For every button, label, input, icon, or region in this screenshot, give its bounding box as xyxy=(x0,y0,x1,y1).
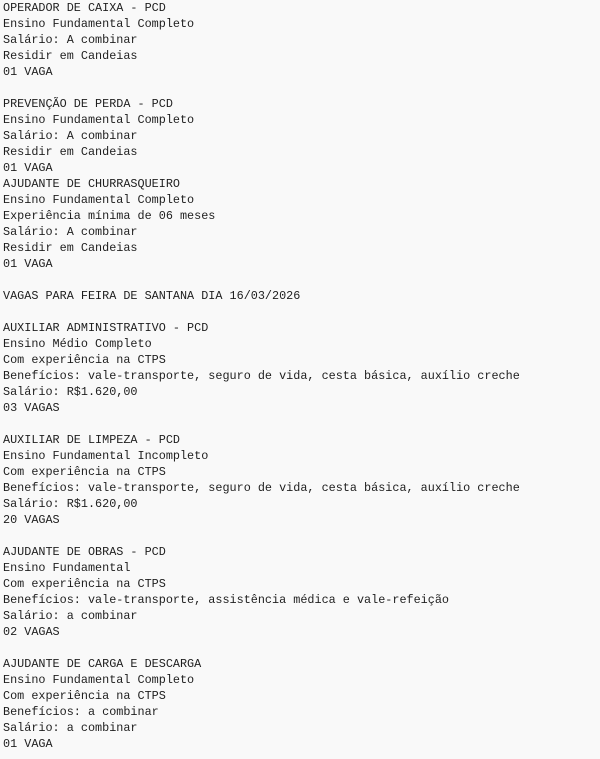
text-line: AUXILIAR DE LIMPEZA - PCD xyxy=(3,433,180,447)
text-line: AJUDANTE DE OBRAS - PCD xyxy=(3,545,166,559)
text-line: Benefícios: vale-transporte, assistência médica e vale-refeição xyxy=(3,593,449,607)
text-line: Com experiência na CTPS xyxy=(3,689,166,703)
blank-line xyxy=(3,304,600,320)
text-line: Residir em Candeias xyxy=(3,241,138,255)
text-line: 02 VAGAS xyxy=(3,625,60,639)
text-line: Experiência mínima de 06 meses xyxy=(3,209,216,223)
text-line: 01 VAGA xyxy=(3,737,53,751)
text-line: Residir em Candeias xyxy=(3,145,138,159)
blank-line xyxy=(3,640,600,656)
text-line: AJUDANTE DE CARGA E DESCARGA xyxy=(3,657,202,671)
text-line: Salário: A combinar xyxy=(3,225,138,239)
text-line: Salário: R$1.620,00 xyxy=(3,385,138,399)
text-line: 20 VAGAS xyxy=(3,513,60,527)
blank-line xyxy=(3,528,600,544)
text-line: AJUDANTE DE CHURRASQUEIRO xyxy=(3,177,180,191)
text-line: Salário: A combinar xyxy=(3,129,138,143)
blank-line xyxy=(3,272,600,288)
text-line: AUXILIAR ADMINISTRATIVO - PCD xyxy=(3,321,209,335)
text-line: Ensino Fundamental Completo xyxy=(3,193,195,207)
text-line: Com experiência na CTPS xyxy=(3,353,166,367)
text-line: Benefícios: vale-transporte, seguro de vida, cesta básica, auxílio creche xyxy=(3,481,520,495)
text-line: Ensino Fundamental xyxy=(3,561,131,575)
text-line: Com experiência na CTPS xyxy=(3,465,166,479)
text-line: Salário: A combinar xyxy=(3,33,138,47)
text-line: VAGAS PARA FEIRA DE SANTANA DIA 16/03/2026 xyxy=(3,289,301,303)
text-line: Salário: R$1.620,00 xyxy=(3,497,138,511)
blank-line xyxy=(3,80,600,96)
text-line: Ensino Fundamental Completo xyxy=(3,673,195,687)
text-line: Residir em Candeias xyxy=(3,49,138,63)
text-line: Salário: a combinar xyxy=(3,609,138,623)
text-line: PREVENÇÃO DE PERDA - PCD xyxy=(3,97,173,111)
text-line: Ensino Fundamental Completo xyxy=(3,113,195,127)
text-line: 01 VAGA xyxy=(3,257,53,271)
text-line: 01 VAGA xyxy=(3,65,53,79)
text-line: OPERADOR DE CAIXA - PCD xyxy=(3,1,166,15)
blank-line xyxy=(3,416,600,432)
text-line: Ensino Médio Completo xyxy=(3,337,152,351)
text-line: Benefícios: vale-transporte, seguro de vida, cesta básica, auxílio creche xyxy=(3,369,520,383)
text-line: Ensino Fundamental Completo xyxy=(3,17,195,31)
text-line: Com experiência na CTPS xyxy=(3,577,166,591)
text-line: 01 VAGA xyxy=(3,161,53,175)
text-line: Ensino Fundamental Incompleto xyxy=(3,449,209,463)
text-line: Salário: a combinar xyxy=(3,721,138,735)
text-line: 03 VAGAS xyxy=(3,401,60,415)
text-line: Benefícios: a combinar xyxy=(3,705,159,719)
